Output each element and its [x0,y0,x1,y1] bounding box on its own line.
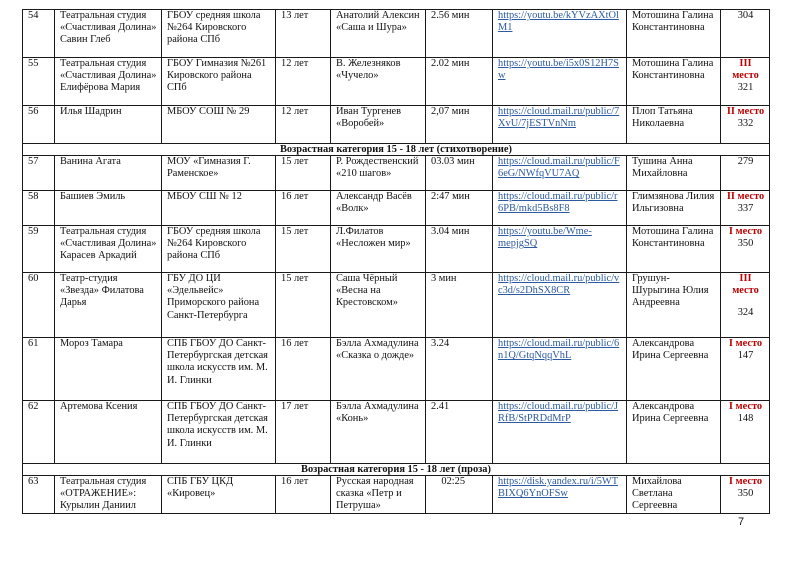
school-cell: МБОУ СОШ № 29 [162,106,276,144]
category-header-row [23,464,770,476]
spacer [726,297,765,307]
work-title-cell: Русская народная сказка «Петр и Петруша» [331,476,426,514]
participant-cell: Театральная студия «Счастливая Долина» Елифёрова Мария [55,58,162,106]
row-number-cell: 57 [23,156,55,191]
result-cell [721,401,770,464]
row-number-cell: 55 [23,58,55,106]
row-number-cell: 60 [23,273,55,338]
score-value: 148 [737,413,754,425]
result-cell [721,476,770,514]
teacher-cell: Мотошина Галина Константиновна [627,58,721,106]
school-cell: ГБОУ средняя школа №264 Кировского района СПб [162,10,276,58]
table-row [23,191,770,226]
result-cell [721,106,770,144]
row-number-cell: 56 [23,106,55,144]
work-title-cell: Бэлла Ахмадулина «Сказка о дожде» [331,338,426,401]
video-link-cell [493,156,627,191]
video-link[interactable]: https://disk.yandex.ru/i/5WTBIXQ6YnOFSw [498,476,619,500]
video-link[interactable]: https://cloud.mail.ru/public/JRfB/StPRDdMrP [498,401,619,425]
age-cell: 12 лет [276,106,331,144]
age-cell: 13 лет [276,10,331,58]
video-link[interactable]: https://cloud.mail.ru/public/vc3d/s2DhSX8CR [498,273,620,297]
age-cell: 16 лет [276,191,331,226]
school-cell: ГБУ ДО ЦИ «Эдельвейс» Приморского района Санкт-Петербурга [162,273,276,338]
row-number-cell: 63 [23,476,55,514]
age-cell: 17 лет [276,401,331,464]
result-cell [721,226,770,273]
teacher-cell: Мотошина Галина Константиновна [627,226,721,273]
school-cell: ГБОУ средняя школа №264 Кировского района СПб [162,226,276,273]
work-title-cell: Л.Филатов «Несложен мир» [331,226,426,273]
teacher-cell: Плоп Татьяна Николаевна [627,106,721,144]
age-cell: 12 лет [276,58,331,106]
results-table [22,9,770,514]
work-title-cell: Александр Васёв «Волк» [331,191,426,226]
teacher-cell: Михайлова Светлана Сергеевна [627,476,721,514]
duration-cell: 2.02 мин [426,58,493,106]
work-title-cell: Р. Рождественский «210 шагов» [331,156,426,191]
table-row [23,226,770,273]
video-link-cell [493,273,627,338]
duration-cell: 2.56 мин [426,10,493,58]
participant-cell: Театр-студия «Звезда» Филатова Дарья [55,273,162,338]
video-link[interactable]: https://youtu.be/kYVzAXtOlM1 [498,10,619,34]
video-link-cell [493,401,627,464]
category-label: Возрастная категория 15 - 18 лет (проза) [23,464,770,476]
work-title-cell: Бэлла Ахмадулина «Конь» [331,401,426,464]
participant-cell: Театральная студия «Счастливая Долина» Савин Глеб [55,10,162,58]
score-value: 321 [737,82,754,94]
school-cell: ГБОУ Гимназия №261 Кировского района СПб [162,58,276,106]
score-value: 324 [737,307,754,319]
place-badge: III место [732,273,759,297]
row-number-cell: 54 [23,10,55,58]
score-value: 337 [737,203,754,215]
page-number: 7 [738,516,745,528]
category-header-row [23,144,770,156]
result-cell [721,191,770,226]
result-cell [721,338,770,401]
video-link-cell [493,226,627,273]
video-link-cell [493,58,627,106]
duration-cell: 2,07 мин [426,106,493,144]
teacher-cell: Александрова Ирина Сергеевна [627,338,721,401]
video-link[interactable]: https://cloud.mail.ru/public/7XvU/7jESTVnNm [498,106,620,130]
duration-cell: 2.41 [426,401,493,464]
duration-cell: 3.24 [426,338,493,401]
duration-cell: 02:25 [426,476,493,514]
row-number-cell: 62 [23,401,55,464]
school-cell: СПБ ГБОУ ДО Санкт-Петербургская детская школа искусств им. М. И. Глинки [162,401,276,464]
participant-cell: Илья Шадрин [55,106,162,144]
video-link-cell [493,106,627,144]
result-cell [721,156,770,191]
place-badge: II место [726,106,765,117]
table-row [23,156,770,191]
work-title-cell: Иван Тургенев «Воробей» [331,106,426,144]
video-link-cell [493,191,627,226]
video-link[interactable]: https://cloud.mail.ru/public/r6PB/mkd5Bs8F8 [498,191,618,215]
result-cell [721,10,770,58]
participant-cell: Мороз Тамара [55,338,162,401]
participant-cell: Башиев Эмиль [55,191,162,226]
teacher-cell: Грушун-Шурыгина Юлия Андреевна [627,273,721,338]
result-cell [721,58,770,106]
teacher-cell: Мотошина Галина Константиновна [627,10,721,58]
teacher-cell: Александрова Ирина Сергеевна [627,401,721,464]
place-badge: I место [728,338,763,349]
category-label: Возрастная категория 15 - 18 лет (стихотворение) [23,144,770,156]
row-number-cell: 61 [23,338,55,401]
result-cell [721,273,770,338]
row-number-cell: 58 [23,191,55,226]
participant-cell: Театральная студия «ОТРАЖЕНИЕ»: Курылин Даниил [55,476,162,514]
school-cell: МОУ «Гимназия Г. Раменское» [162,156,276,191]
place-badge: III место [732,58,759,82]
score-value: 279 [737,156,754,167]
duration-cell: 3 мин [426,273,493,338]
age-cell: 15 лет [276,156,331,191]
participant-cell: Артемова Ксения [55,401,162,464]
score-value: 332 [737,118,754,130]
age-cell: 15 лет [276,273,331,338]
school-cell: СПБ ГБУ ЦКД «Кировец» [162,476,276,514]
table-row [23,401,770,464]
score-value: 147 [737,350,754,362]
place-badge: I место [728,401,763,412]
school-cell: СПБ ГБОУ ДО Санкт-Петербургская детская школа искусств им. М. И. Глинки [162,338,276,401]
table-row [23,58,770,106]
duration-cell: 03.03 мин [426,156,493,191]
video-link[interactable]: https://cloud.mail.ru/public/6n1Q/GtqNqqVhL [498,338,620,362]
teacher-cell: Глимзянова Лилия Ильгизовна [627,191,721,226]
table-row [23,476,770,514]
video-link[interactable]: https://cloud.mail.ru/public/F6eG/NWfqVU7AQ [498,156,620,180]
duration-cell: 2:47 мин [426,191,493,226]
video-link-cell [493,338,627,401]
teacher-cell: Тушина Анна Михайловна [627,156,721,191]
score-value: 304 [737,10,754,21]
place-badge: II место [726,191,765,202]
row-number-cell: 59 [23,226,55,273]
work-title-cell: Саша Чёрный «Весна на Крестовском» [331,273,426,338]
age-cell: 16 лет [276,476,331,514]
table-row [23,338,770,401]
age-cell: 15 лет [276,226,331,273]
participant-cell: Театральная студия «Счастливая Долина» Карасев Аркадий [55,226,162,273]
place-badge: I место [728,476,763,487]
age-cell: 16 лет [276,338,331,401]
video-link-cell [493,476,627,514]
video-link-cell [493,10,627,58]
score-value: 350 [737,488,754,500]
video-link[interactable]: https://youtu.be/Wme-mepjgSQ [498,226,592,250]
place-badge: I место [728,226,763,237]
video-link[interactable]: https://youtu.be/i5x0S12H7Sw [498,58,619,82]
table-row [23,106,770,144]
participant-cell: Ванина Агата [55,156,162,191]
duration-cell: 3.04 мин [426,226,493,273]
table-row [23,273,770,338]
score-value: 350 [737,238,754,250]
table-row [23,10,770,58]
work-title-cell: Анатолий Алексин «Саша и Шура» [331,10,426,58]
school-cell: МБОУ СШ № 12 [162,191,276,226]
work-title-cell: В. Железняков «Чучело» [331,58,426,106]
